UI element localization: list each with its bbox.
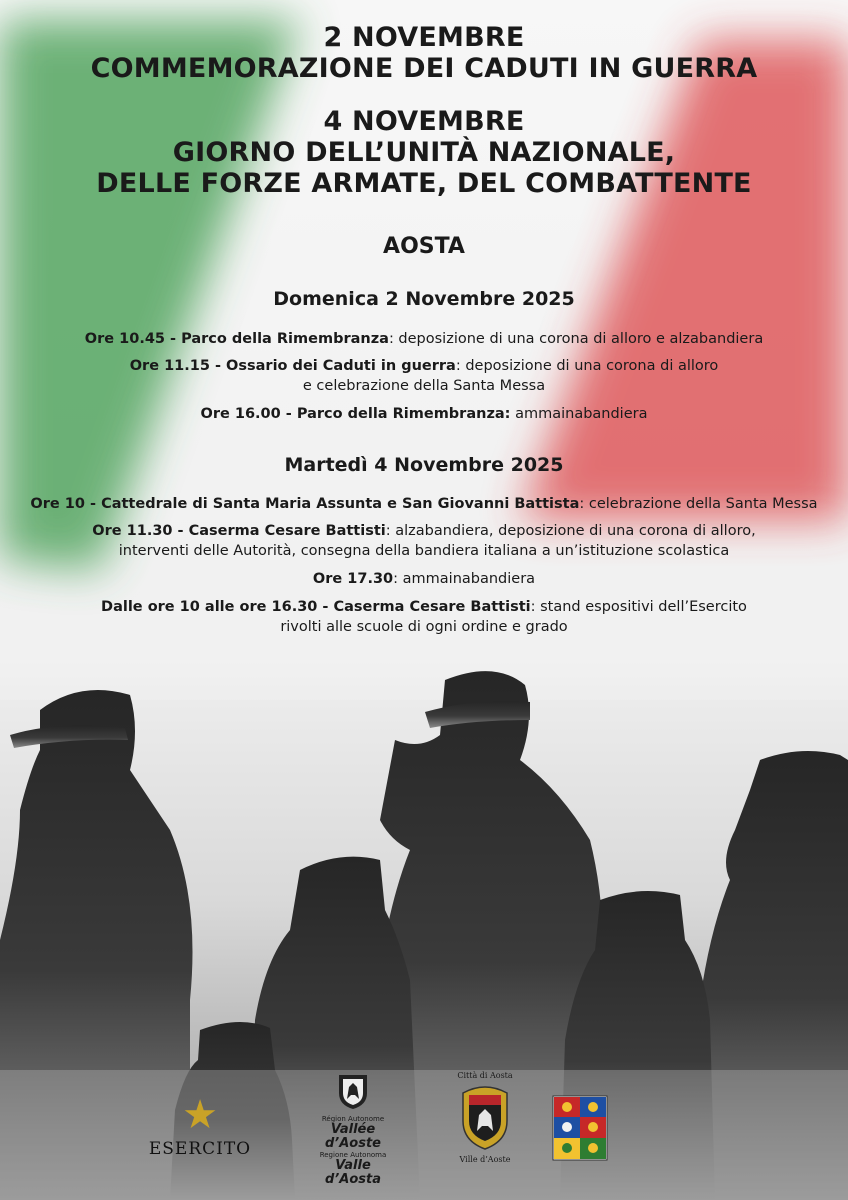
sponsor-logos: [0, 1065, 848, 1185]
valle-aosta-logo: [308, 1071, 398, 1187]
day1-title: Domenica 2 Novembre 2025: [273, 288, 575, 310]
event-description: : ammainabandiera: [393, 571, 536, 587]
event-description-cont: interventi delle Autorità, consegna della bandiera italiana a un’istituzione scolastica: [118, 543, 730, 559]
title-armed-forces: DELLE FORZE ARMATE, DEL COMBATTENTE: [96, 168, 752, 199]
event-description-cont: rivolti alle scuole di ogni ordine e grado: [280, 619, 568, 635]
vda-fr-big: Vallée d’Aoste: [324, 1122, 381, 1151]
event-time-place: Ore 10 - Cattedrale di Santa Maria Assunta e San Giovanni Battista: [30, 496, 580, 512]
esercito-label: ESERCITO: [148, 1139, 252, 1159]
aosta-top-label: Città di Aosta: [457, 1071, 513, 1080]
aosta-coat-of-arms-icon: [455, 1081, 515, 1151]
event-description: ammainabandiera: [510, 406, 648, 422]
event-description-cont: e celebrazione della Santa Messa: [302, 378, 546, 394]
vda-it-small: Regione Autonoma: [319, 1151, 387, 1159]
event-time-place: Ore 11.15 - Ossario dei Caduti in guerra: [129, 358, 456, 374]
vda-it-big: Valle d’Aosta: [325, 1158, 381, 1187]
event-description: : deposizione di una corona di alloro: [455, 358, 719, 374]
day2-title: Martedì 4 Novembre 2025: [284, 454, 564, 476]
day2-event-3: [0, 569, 848, 589]
day1-event-3: [0, 404, 848, 424]
event-time-place: Ore 16.00 - Parco della Rimembranza:: [200, 406, 511, 422]
lion-shield-icon: [333, 1071, 373, 1111]
armed-forces-emblem-icon: [552, 1095, 608, 1161]
day2-event-2: [0, 521, 848, 561]
event-time-place: Ore 17.30: [312, 571, 394, 587]
title-national-unity: GIORNO DELL’UNITÀ NAZIONALE,: [172, 137, 676, 168]
event-description: : alzabandiera, deposizione di una corona di alloro,: [385, 523, 756, 539]
day1-event-1: [0, 329, 848, 349]
aosta-bottom-label: Ville d’Aoste: [459, 1155, 511, 1164]
day2-event-1: [0, 494, 848, 514]
day1-event-2: [0, 356, 848, 396]
event-description: : deposizione di una corona di alloro e alzabandiera: [388, 331, 764, 347]
event-time-place: Dalle ore 10 alle ore 16.30 - Caserma Cesare Battisti: [101, 599, 531, 615]
title-date-2: 4 NOVEMBRE: [323, 106, 525, 137]
title-date-1: 2 NOVEMBRE: [323, 22, 525, 53]
citta-aosta-logo: [448, 1071, 522, 1165]
header-titles: [0, 22, 848, 199]
event-time-place: Ore 10.45 - Parco della Rimembranza: [84, 331, 389, 347]
star-icon: ★: [182, 1092, 218, 1138]
esercito-logo: [140, 1092, 260, 1159]
city-name: AOSTA: [383, 234, 465, 259]
event-description: : celebrazione della Santa Messa: [579, 496, 818, 512]
event-description: : stand espositivi dell’Esercito: [530, 599, 747, 615]
title-commemoration: COMMEMORAZIONE DEI CADUTI IN GUERRA: [90, 53, 758, 84]
event-time-place: Ore 11.30 - Caserma Cesare Battisti: [92, 523, 386, 539]
day2-event-4: [0, 597, 848, 637]
vda-fr-small: Région Autonome: [321, 1115, 385, 1123]
